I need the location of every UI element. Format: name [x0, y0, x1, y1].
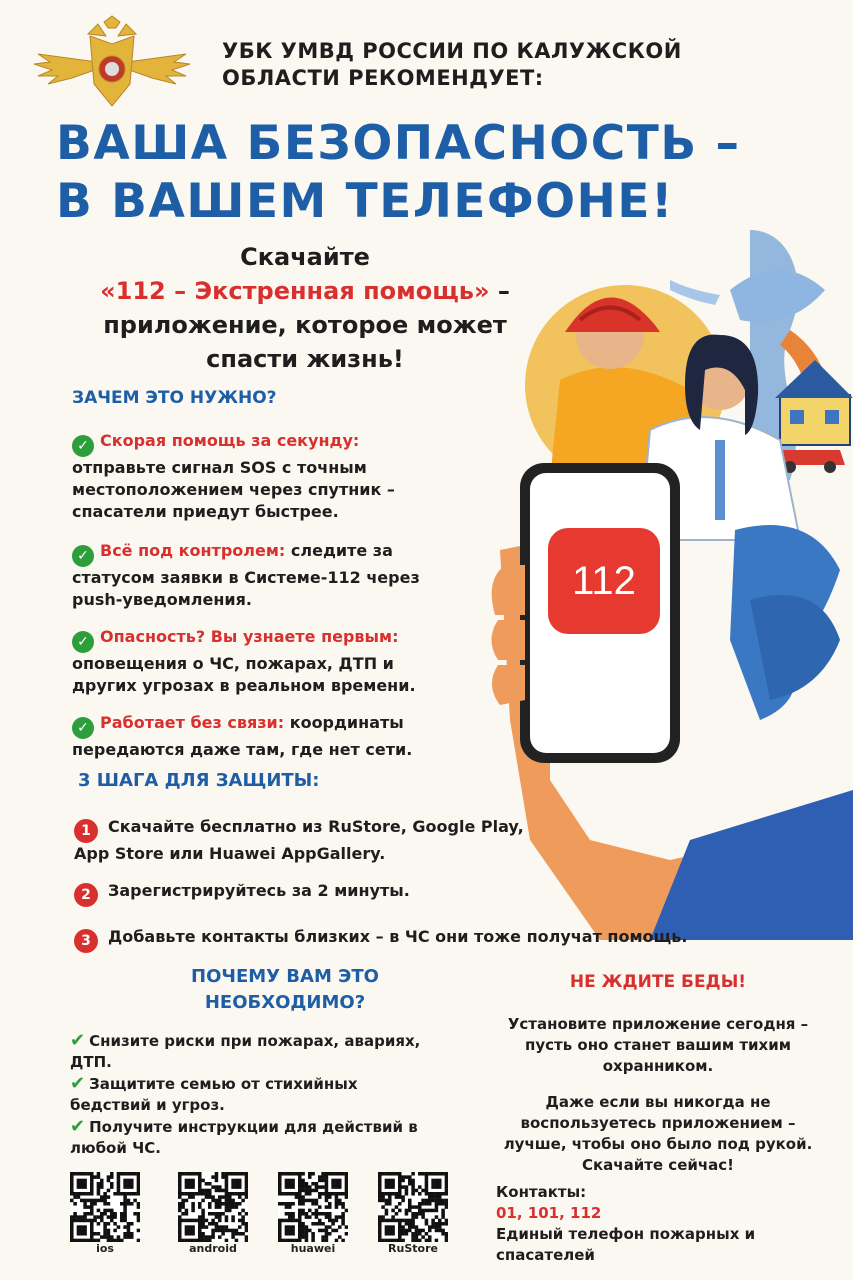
paragraph-line: Установите приложение сегодня – [507, 1015, 809, 1033]
feature-text: оповещения о ЧС, пожарах, ДТП и [72, 654, 394, 673]
step-number: 3 [74, 929, 98, 953]
contacts-numbers[interactable]: 01, 101, 112 [496, 1204, 602, 1222]
step-number: 1 [74, 819, 98, 843]
feature-text: спасатели приедут быстрее. [72, 502, 339, 521]
paragraph-line: Даже если вы никогда не [545, 1093, 771, 1111]
contacts-desc: спасателей [496, 1246, 595, 1264]
why-need-list [70, 1030, 490, 1159]
list-item-text: ДТП. [70, 1053, 112, 1071]
feature-text: координаты [284, 713, 404, 732]
download-line-1: Скачайте [240, 243, 370, 271]
download-line-3: приложение, которое может [103, 311, 507, 339]
qr-code-icon[interactable] [278, 1172, 348, 1242]
feature-text: следите за [285, 541, 393, 560]
steps-title: 3 ШАГА ДЛЯ ЗАЩИТЫ: [78, 770, 320, 791]
list-item [70, 1030, 490, 1052]
headline [56, 115, 741, 231]
list-item-text: Снизите риски при пожарах, авариях, [89, 1032, 421, 1050]
police-emblem-icon [28, 14, 196, 114]
contacts-desc: Единый телефон пожарных и [496, 1225, 756, 1243]
feature-text: статусом заявки в Системе-112 через [72, 568, 420, 587]
feature-title: Опасность? Вы узнаете первым: [100, 627, 399, 646]
step-text: App Store или Huawei AppGallery. [74, 844, 386, 863]
feature-title: Всё под контролем: [100, 541, 286, 560]
feature-text: push-уведомления. [72, 590, 252, 609]
feature-text: отправьте сигнал SOS с точным [72, 458, 367, 477]
check-icon: ✔ [70, 1116, 86, 1137]
qr-label: ios [96, 1242, 114, 1255]
feature-text: других угрозах в реальном времени. [72, 676, 416, 695]
dont-wait-text-1 [478, 1014, 838, 1077]
list-item-text: Получите инструкции для действий в [89, 1118, 418, 1136]
org-line-1: УБК УМВД РОССИИ ПО КАЛУЖСКОЙ [222, 39, 682, 63]
list-item-text: бедствий и угроз. [70, 1096, 225, 1114]
contacts [496, 1182, 836, 1266]
dont-wait-title: НЕ ЖДИТЕ БЕДЫ! [569, 972, 747, 992]
list-item [70, 1116, 490, 1138]
qr-code-icon[interactable] [178, 1172, 248, 1242]
qr-label: huawei [290, 1242, 336, 1255]
headline-line-2: В ВАШЕМ ТЕЛЕФОНЕ! [56, 174, 674, 229]
feature-2 [72, 540, 512, 611]
qr-android[interactable] [178, 1172, 248, 1255]
qr-rustore[interactable] [378, 1172, 448, 1255]
feature-1 [72, 430, 512, 523]
why-need-title [110, 964, 460, 1016]
download-callout [40, 240, 570, 376]
step-text: Добавьте контакты близких – в ЧС они тоже получат помощь. [108, 927, 688, 946]
check-icon: ✓ [72, 435, 94, 457]
check-icon: ✓ [72, 717, 94, 739]
feature-3 [72, 626, 512, 697]
download-line-4: спасти жизнь! [206, 345, 404, 373]
step-3 [74, 926, 687, 953]
app-name: «112 – Экстренная помощь» [100, 277, 490, 305]
dont-wait-text-2 [478, 1092, 838, 1176]
step-text: Зарегистрируйтесь за 2 минуты. [108, 881, 410, 900]
why-need-title-2: НЕОБХОДИМО? [204, 992, 366, 1013]
paragraph-line: Скачайте сейчас! [581, 1156, 735, 1174]
app-name-dash: – [489, 277, 510, 305]
paragraph-line: воспользуетесь приложением – [520, 1114, 796, 1132]
list-item [70, 1073, 490, 1095]
paragraph-line: охранником. [602, 1057, 714, 1075]
paragraph-line: лучше, чтобы оно было под рукой. [503, 1135, 813, 1153]
org-line-2: ОБЛАСТИ РЕКОМЕНДУЕТ: [222, 66, 544, 90]
why-need-title-1: ПОЧЕМУ ВАМ ЭТО [191, 966, 379, 987]
list-item-text: Защитите семью от стихийных [89, 1075, 358, 1093]
app-badge[interactable]: 112 [572, 559, 636, 603]
qr-label: android [189, 1242, 237, 1255]
feature-4 [72, 712, 512, 761]
step-2 [74, 880, 410, 907]
org-header [222, 38, 682, 92]
why-title: ЗАЧЕМ ЭТО НУЖНО? [72, 388, 277, 408]
feature-title: Скорая помощь за секунду: [100, 431, 360, 450]
qr-ios[interactable] [70, 1172, 140, 1255]
feature-text: местоположением через спутник – [72, 480, 395, 499]
qr-huawei[interactable] [278, 1172, 348, 1255]
step-text: Скачайте бесплатно из RuStore, Google Play, [108, 817, 524, 836]
list-item-text: любой ЧС. [70, 1139, 161, 1157]
headline-line-1: ВАША БЕЗОПАСНОСТЬ – [56, 116, 741, 171]
feature-title: Работает без связи: [100, 713, 285, 732]
qr-code-icon[interactable] [70, 1172, 140, 1242]
check-icon: ✓ [72, 631, 94, 653]
paragraph-line: пусть оно станет вашим тихим [525, 1036, 791, 1054]
step-number: 2 [74, 883, 98, 907]
check-icon: ✔ [70, 1073, 86, 1094]
contacts-title: Контакты: [496, 1183, 587, 1201]
feature-text: передаются даже там, где нет сети. [72, 740, 413, 759]
qr-label: RuStore [388, 1242, 438, 1255]
check-icon: ✓ [72, 545, 94, 567]
qr-code-icon[interactable] [378, 1172, 448, 1242]
check-icon: ✔ [70, 1030, 86, 1051]
step-1 [74, 816, 524, 865]
